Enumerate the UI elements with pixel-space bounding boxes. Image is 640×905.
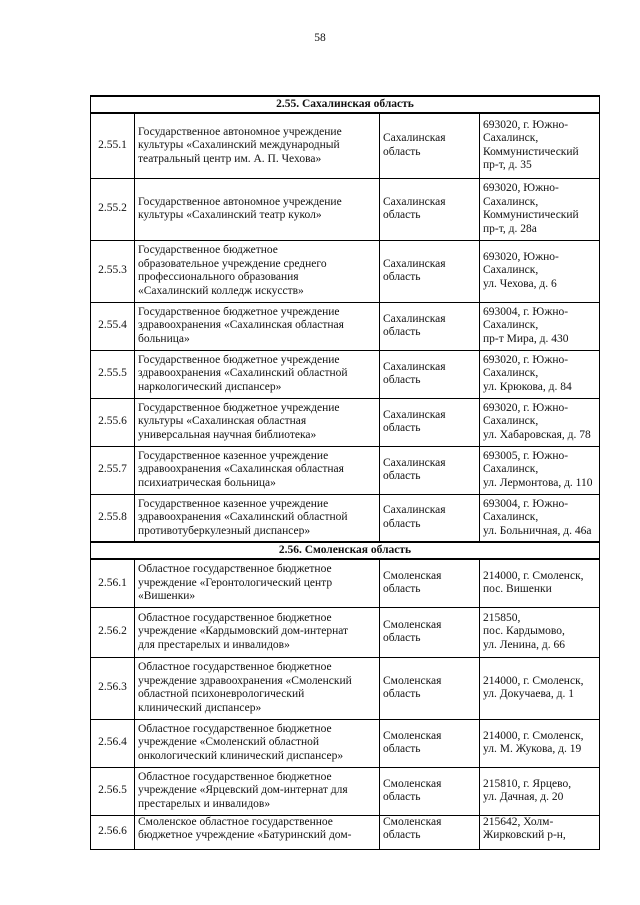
institution-address xyxy=(480,767,600,815)
table-row xyxy=(91,350,600,398)
institution-name xyxy=(135,559,380,607)
institution-address-line: Сахалинск, xyxy=(483,367,539,380)
row-number-line: 2.55.7 xyxy=(98,463,127,476)
registry-table xyxy=(90,95,600,850)
table-row xyxy=(91,398,600,446)
page-bottom-margin xyxy=(0,872,640,905)
institution-address-line: 214000, г. Смоленск, xyxy=(483,729,584,742)
institution-name xyxy=(135,767,380,815)
registry-table-body xyxy=(91,96,600,849)
institution-name-line: Областное государственное бюджетное xyxy=(138,611,332,624)
region-name-line: область xyxy=(383,791,421,803)
table-row xyxy=(91,302,600,350)
institution-address-line: Коммунистический xyxy=(483,209,579,221)
region-name xyxy=(380,657,480,719)
region-name-line: область xyxy=(383,209,421,221)
institution-name-line: здравоохранения «Сахалинский областной xyxy=(138,367,348,380)
institution-address-line: 214000, г. Смоленск, xyxy=(483,674,584,687)
institution-name-line: учреждение «Геронтологический центр xyxy=(138,576,333,589)
institution-address-line: ул. Ленина, д. 66 xyxy=(483,638,565,651)
row-number xyxy=(91,302,135,350)
institution-name-line: здравоохранения «Сахалинская областная xyxy=(138,463,344,476)
institution-name-line: Государственное бюджетное учреждение xyxy=(138,305,340,318)
institution-name-line: Государственное казенное учреждение xyxy=(138,497,329,510)
region-name-line: область xyxy=(383,326,421,338)
region-name xyxy=(380,113,480,178)
region-name-line: область xyxy=(383,517,421,530)
institution-name-line: противотуберкулезный диспансер» xyxy=(138,524,311,537)
institution-address xyxy=(480,657,600,719)
region-name-line: Сахалинская xyxy=(383,408,446,421)
institution-name-line: престарелых и инвалидов» xyxy=(138,797,271,810)
institution-address-line: ул. Докучаева, д. 1 xyxy=(483,688,574,700)
institution-name xyxy=(135,240,380,302)
institution-name-line: Государственное бюджетное xyxy=(138,244,278,256)
institution-name xyxy=(135,178,380,240)
institution-name-line: Государственное автономное учреждение xyxy=(138,125,342,138)
institution-address xyxy=(480,446,600,494)
section-header-row xyxy=(91,96,600,113)
institution-name xyxy=(135,607,380,657)
region-name xyxy=(380,302,480,350)
institution-name-line: учреждение здравоохранения «Смоленский xyxy=(138,674,352,687)
region-name-line: Сахалинская xyxy=(383,312,446,325)
region-name-line: Сахалинская xyxy=(383,257,446,270)
institution-name-line: театральный центр им. А. П. Чехова» xyxy=(138,152,322,165)
region-name xyxy=(380,398,480,446)
institution-name-line: Смоленское областное государственное xyxy=(138,815,333,828)
institution-address-line: ул. Хабаровская, д. 78 xyxy=(483,428,591,441)
institution-name-line: онкологический клинический диспансер» xyxy=(138,749,344,762)
row-number xyxy=(91,350,135,398)
institution-address xyxy=(480,302,600,350)
institution-name-line: универсальная научная библиотека» xyxy=(138,428,317,441)
row-number-line: 2.55.6 xyxy=(98,415,127,428)
institution-name xyxy=(135,494,380,542)
row-number xyxy=(91,719,135,767)
institution-address-line: ул. Больничная, д. 46а xyxy=(483,524,592,537)
region-name-line: область xyxy=(383,470,421,482)
region-name-line: область xyxy=(383,583,421,596)
institution-address-line: 693020, Южно- xyxy=(483,182,559,194)
region-name-line: область xyxy=(383,374,421,386)
row-number-line: 2.56.3 xyxy=(98,681,127,694)
institution-address-line: пр-т Мира, д. 430 xyxy=(483,332,569,345)
institution-address xyxy=(480,350,600,398)
institution-address-line: Сахалинск, xyxy=(483,195,539,208)
region-name-line: Сахалинская xyxy=(383,456,446,469)
institution-address xyxy=(480,559,600,607)
institution-name-line: Областное государственное бюджетное xyxy=(138,661,332,673)
row-number xyxy=(91,815,135,849)
institution-name xyxy=(135,350,380,398)
institution-address xyxy=(480,494,600,542)
row-number-line: 2.55.1 xyxy=(98,139,127,151)
institution-name-line: Государственное бюджетное учреждение xyxy=(138,353,340,366)
section-title: 2.56. Смоленская область xyxy=(91,542,600,559)
row-number xyxy=(91,559,135,607)
institution-address-line: 215810, г. Ярцево, xyxy=(483,777,572,790)
institution-address-line: ул. Крюкова, д. 84 xyxy=(483,380,572,393)
institution-name-line: профессионального образования xyxy=(138,271,299,283)
institution-address-line: 693004, г. Южно- xyxy=(483,305,569,318)
table-row xyxy=(91,767,600,815)
region-name-line: Сахалинская xyxy=(383,360,446,373)
region-name-line: область xyxy=(383,829,421,841)
region-name xyxy=(380,494,480,542)
institution-name-line: учреждение «Смоленский областной xyxy=(138,736,320,749)
institution-name-line: «Сахалинский колледж искусств» xyxy=(138,284,304,297)
region-name-line: Сахалинская xyxy=(383,132,446,145)
region-name-line: область xyxy=(383,632,421,644)
institution-name-line: бюджетное учреждение «Батуринский дом- xyxy=(138,829,352,841)
institution-name-line: культуры «Сахалинский международный xyxy=(138,139,340,151)
institution-address-line: 693020, г. Южно- xyxy=(483,353,569,366)
institution-name-line: здравоохранения «Сахалинская областная xyxy=(138,319,344,332)
region-name xyxy=(380,178,480,240)
institution-address-line: Коммунистический xyxy=(483,145,579,158)
institution-name-line: больница» xyxy=(138,332,190,345)
institution-name-line: здравоохранения «Сахалинский областной xyxy=(138,511,348,523)
institution-name-line: наркологический диспансер» xyxy=(138,380,282,393)
row-number-line: 2.56.5 xyxy=(98,784,127,797)
row-number-line: 2.56.4 xyxy=(98,736,127,749)
section-header-row xyxy=(91,542,600,559)
region-name-line: Смоленская xyxy=(383,674,442,687)
institution-address-line: Сахалинск, xyxy=(483,511,539,523)
institution-name xyxy=(135,398,380,446)
table-row xyxy=(91,240,600,302)
institution-name xyxy=(135,302,380,350)
institution-address xyxy=(480,178,600,240)
table-row xyxy=(91,559,600,607)
institution-address-line: пр-т, д. 28а xyxy=(483,222,537,235)
institution-name-line: областной психоневрологический xyxy=(138,688,305,700)
institution-name-line: Областное государственное бюджетное xyxy=(138,770,332,783)
institution-address-line: 693020, Южно- xyxy=(483,250,559,263)
institution-name-line: учреждение «Ярцевский дом-интернат для xyxy=(138,784,348,797)
institution-address xyxy=(480,719,600,767)
region-name-line: Сахалинская xyxy=(383,195,446,208)
region-name-line: Смоленская xyxy=(383,569,442,582)
row-number xyxy=(91,113,135,178)
institution-address-line: 214000, г. Смоленск, xyxy=(483,569,584,582)
institution-name xyxy=(135,815,380,849)
institution-name-line: культуры «Сахалинская областная xyxy=(138,415,307,428)
table-row xyxy=(91,494,600,542)
region-name xyxy=(380,350,480,398)
row-number xyxy=(91,767,135,815)
institution-name xyxy=(135,113,380,178)
region-name xyxy=(380,607,480,657)
institution-name-line: образовательное учреждение среднего xyxy=(138,257,327,270)
institution-address xyxy=(480,240,600,302)
row-number-line: 2.56.6 xyxy=(98,825,127,838)
table-row xyxy=(91,113,600,178)
institution-name-line: для престарелых и инвалидов» xyxy=(138,638,290,651)
row-number-line: 2.55.3 xyxy=(98,264,127,277)
institution-address-line: ул. Лермонтова, д. 110 xyxy=(483,476,593,489)
institution-address-line: Сахалинск, xyxy=(483,264,539,277)
region-name-line: Смоленская xyxy=(383,777,442,790)
row-number xyxy=(91,657,135,719)
region-name xyxy=(380,446,480,494)
region-name-line: Смоленская xyxy=(383,618,442,631)
institution-address-line: 693005, г. Южно- xyxy=(483,449,569,462)
region-name-line: область xyxy=(383,145,421,158)
institution-name xyxy=(135,446,380,494)
row-number-line: 2.55.5 xyxy=(98,367,127,380)
institution-name-line: «Вишенки» xyxy=(138,590,196,602)
institution-address-line: 693020, г. Южно- xyxy=(483,118,569,131)
institution-address-line: 215850, xyxy=(483,611,521,624)
institution-address-line: Жирковский р-н, xyxy=(483,829,566,841)
institution-name-line: клинический диспансер» xyxy=(138,701,262,714)
institution-name-line: культуры «Сахалинский театр кукол» xyxy=(138,209,322,221)
institution-address-line: Сахалинск, xyxy=(483,415,539,428)
region-name-line: область xyxy=(383,422,421,434)
institution-address-line: ул. Чехова, д. 6 xyxy=(483,277,557,290)
institution-address xyxy=(480,607,600,657)
row-number-line: 2.56.1 xyxy=(98,576,127,589)
institution-address-line: ул. Дачная, д. 20 xyxy=(483,791,564,803)
institution-address-line: 693004, г. Южно- xyxy=(483,497,569,510)
region-name xyxy=(380,240,480,302)
row-number xyxy=(91,178,135,240)
section-title: 2.55. Сахалинская область xyxy=(91,96,600,113)
region-name-line: область xyxy=(383,271,421,283)
table-row xyxy=(91,446,600,494)
row-number xyxy=(91,607,135,657)
row-number-line: 2.55.4 xyxy=(98,319,127,332)
region-name xyxy=(380,815,480,849)
region-name xyxy=(380,719,480,767)
institution-address-line: Сахалинск, xyxy=(483,463,539,476)
institution-address-line: 215642, Холм- xyxy=(483,815,554,828)
institution-address xyxy=(480,815,600,849)
region-name-line: Смоленская xyxy=(383,815,442,828)
table-row xyxy=(91,178,600,240)
institution-address-line: пр-т, д. 35 xyxy=(483,159,532,172)
institution-address-line: Сахалинск, xyxy=(483,132,539,145)
row-number xyxy=(91,398,135,446)
table-row xyxy=(91,607,600,657)
institution-name xyxy=(135,657,380,719)
table-row xyxy=(91,719,600,767)
institution-address xyxy=(480,113,600,178)
institution-name-line: учреждение «Кардымовский дом-интернат xyxy=(138,625,349,638)
region-name-line: Смоленская xyxy=(383,729,442,742)
region-name xyxy=(380,559,480,607)
institution-address-line: пос. Вишенки xyxy=(483,583,552,596)
institution-name-line: Государственное казенное учреждение xyxy=(138,449,329,462)
row-number-line: 2.55.2 xyxy=(98,202,127,215)
region-name-line: область xyxy=(383,743,421,755)
institution-address-line: Сахалинск, xyxy=(483,319,539,332)
institution-name-line: психиатрическая больница» xyxy=(138,476,276,489)
row-number xyxy=(91,240,135,302)
row-number xyxy=(91,446,135,494)
institution-name-line: Областное государственное бюджетное xyxy=(138,722,332,735)
institution-name-line: Государственное бюджетное учреждение xyxy=(138,401,340,414)
page-number: 58 xyxy=(314,32,326,44)
institution-address-line: ул. М. Жукова, д. 19 xyxy=(483,743,582,755)
institution-address xyxy=(480,398,600,446)
row-number xyxy=(91,494,135,542)
institution-name-line: Государственное автономное учреждение xyxy=(138,195,342,208)
table-row xyxy=(91,657,600,719)
institution-name-line: Областное государственное бюджетное xyxy=(138,563,332,575)
table-row xyxy=(91,815,600,849)
row-number-line: 2.56.2 xyxy=(98,625,127,638)
row-number-line: 2.55.8 xyxy=(98,511,127,523)
institution-name xyxy=(135,719,380,767)
region-name-line: Сахалинская xyxy=(383,504,446,517)
institution-address-line: 693020, г. Южно- xyxy=(483,401,569,414)
institution-address-line: пос. Кардымово, xyxy=(483,625,565,638)
region-name xyxy=(380,767,480,815)
region-name-line: область xyxy=(383,688,421,700)
